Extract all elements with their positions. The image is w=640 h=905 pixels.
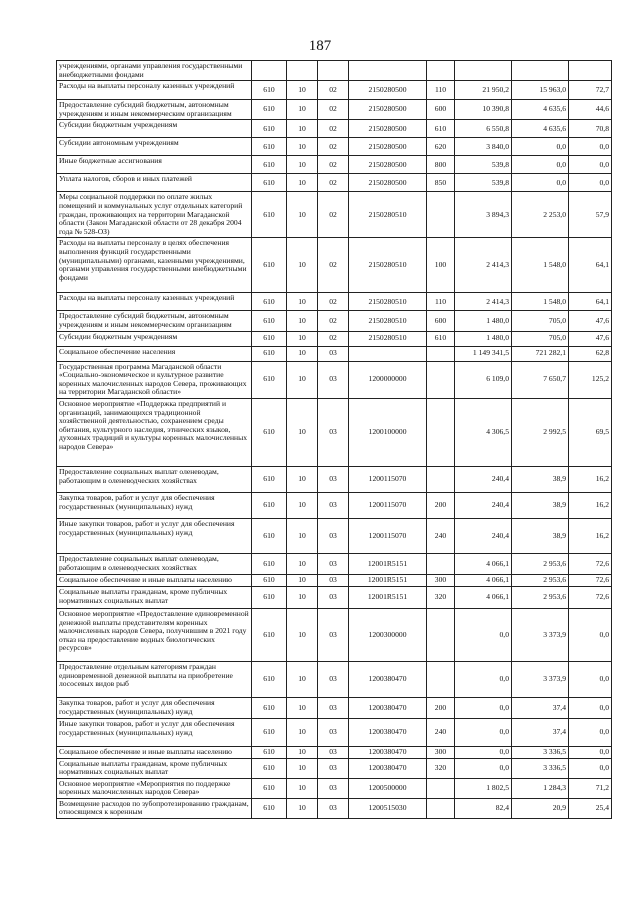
cell-pr: 03	[318, 746, 349, 758]
cell-rz: 10	[287, 120, 318, 138]
cell-csr: 2150280500	[349, 81, 427, 100]
cell-plan: 6 109,0	[455, 361, 512, 398]
cell-pct: 72,7	[569, 81, 612, 100]
cell-name: учреждениями, органами управления государственными внебюджетными фондами	[57, 61, 252, 81]
cell-csr: 2150280500	[349, 174, 427, 192]
cell-rz: 10	[287, 156, 318, 174]
cell-vr	[427, 398, 455, 466]
cell-name: Расходы на выплаты персоналу в целях обеспечения выполнения функций государственными (муниципальными) органами, казенными учреждениями, органами управления государственными внебюджетными фондами	[57, 238, 252, 293]
cell-vr	[427, 346, 455, 361]
cell-vr: 240	[427, 718, 455, 746]
cell-plan: 2 414,3	[455, 238, 512, 293]
cell-name: Иные закупки товаров, работ и услуг для обеспечения государственных (муниципальных) нужд	[57, 718, 252, 746]
cell-vr: 200	[427, 697, 455, 718]
cell-name: Предоставление отдельным категориям граждан единовременной денежной выплаты на приобретение лососевых видов рыб	[57, 661, 252, 697]
cell-rz: 10	[287, 398, 318, 466]
cell-plan: 2 414,3	[455, 293, 512, 311]
cell-csr: 2150280510	[349, 192, 427, 238]
cell-plan: 3 894,3	[455, 192, 512, 238]
cell-csr: 2150280500	[349, 156, 427, 174]
cell-csr: 2150280500	[349, 120, 427, 138]
cell-vr: 600	[427, 311, 455, 331]
cell-vr	[427, 466, 455, 492]
cell-pct: 0,0	[569, 697, 612, 718]
table-row	[57, 81, 612, 100]
cell-name: Субсидии бюджетным учреждениям	[57, 331, 252, 346]
cell-fact: 4 635,6	[512, 120, 569, 138]
cell-pct: 72,6	[569, 574, 612, 586]
table-row	[57, 746, 612, 758]
cell-vr	[427, 192, 455, 238]
cell-vr: 320	[427, 758, 455, 778]
table-row	[57, 192, 612, 238]
cell-pct: 64,1	[569, 238, 612, 293]
cell-ved: 610	[252, 778, 287, 798]
cell-ved: 610	[252, 798, 287, 818]
cell-fact: 705,0	[512, 331, 569, 346]
cell-csr: 2150280510	[349, 293, 427, 311]
cell-pr: 02	[318, 120, 349, 138]
cell-pct: 16,2	[569, 466, 612, 492]
cell-fact: 721 282,1	[512, 346, 569, 361]
cell-fact: 4 635,6	[512, 100, 569, 120]
table-row	[57, 758, 612, 778]
cell-vr: 300	[427, 746, 455, 758]
cell-csr: 2150280510	[349, 238, 427, 293]
cell-plan: 6 550,8	[455, 120, 512, 138]
cell-plan: 3 840,0	[455, 138, 512, 156]
cell-csr: 1200380470	[349, 746, 427, 758]
cell-vr: 600	[427, 100, 455, 120]
table-row	[57, 697, 612, 718]
cell-fact: 15 963,0	[512, 81, 569, 100]
cell-ved: 610	[252, 192, 287, 238]
table-row	[57, 361, 612, 398]
cell-pct: 0,0	[569, 718, 612, 746]
table-row	[57, 346, 612, 361]
cell-fact: 20,9	[512, 798, 569, 818]
cell-fact: 38,9	[512, 466, 569, 492]
cell-rz: 10	[287, 553, 318, 574]
cell-pct: 44,6	[569, 100, 612, 120]
cell-name: Уплата налогов, сборов и иных платежей	[57, 174, 252, 192]
cell-csr: 2150280500	[349, 138, 427, 156]
cell-csr: 12001R5151	[349, 553, 427, 574]
cell-rz: 10	[287, 574, 318, 586]
cell-pr: 03	[318, 661, 349, 697]
cell-pr: 02	[318, 192, 349, 238]
cell-vr	[427, 608, 455, 661]
cell-vr: 610	[427, 331, 455, 346]
cell-name: Возмещение расходов по зубопротезированию гражданам, относящимся к коренным	[57, 798, 252, 818]
cell-ved: 610	[252, 746, 287, 758]
cell-rz: 10	[287, 138, 318, 156]
cell-pr: 03	[318, 346, 349, 361]
cell-ved	[252, 61, 287, 81]
cell-fact: 2 953,6	[512, 574, 569, 586]
cell-plan: 1 480,0	[455, 331, 512, 346]
cell-fact: 38,9	[512, 518, 569, 553]
cell-plan: 21 950,2	[455, 81, 512, 100]
cell-rz: 10	[287, 81, 318, 100]
cell-csr: 1200115070	[349, 492, 427, 518]
cell-plan: 0,0	[455, 758, 512, 778]
cell-plan: 0,0	[455, 746, 512, 758]
cell-name: Основное мероприятие «Мероприятия по поддержке коренных малочисленных народов Севера»	[57, 778, 252, 798]
cell-vr	[427, 798, 455, 818]
cell-fact: 38,9	[512, 492, 569, 518]
cell-ved: 610	[252, 758, 287, 778]
cell-pr: 03	[318, 718, 349, 746]
cell-pr: 02	[318, 331, 349, 346]
cell-vr	[427, 553, 455, 574]
cell-pct: 0,0	[569, 746, 612, 758]
cell-pct: 125,2	[569, 361, 612, 398]
cell-pct: 0,0	[569, 174, 612, 192]
table-row	[57, 553, 612, 574]
cell-name: Социальное обеспечение населения	[57, 346, 252, 361]
cell-fact: 3 373,9	[512, 661, 569, 697]
cell-name: Закупка товаров, работ и услуг для обеспечения государственных (муниципальных) нужд	[57, 697, 252, 718]
cell-ved: 610	[252, 174, 287, 192]
cell-ved: 610	[252, 120, 287, 138]
cell-ved: 610	[252, 586, 287, 608]
cell-pct: 71,2	[569, 778, 612, 798]
table-row	[57, 120, 612, 138]
cell-name: Социальные выплаты гражданам, кроме публичных нормативных социальных выплат	[57, 586, 252, 608]
table-row	[57, 798, 612, 818]
cell-name: Субсидии бюджетным учреждениям	[57, 120, 252, 138]
cell-pr: 02	[318, 293, 349, 311]
cell-ved: 610	[252, 138, 287, 156]
cell-fact: 2 953,6	[512, 586, 569, 608]
cell-plan: 0,0	[455, 697, 512, 718]
cell-pr: 02	[318, 311, 349, 331]
cell-plan: 4 066,1	[455, 553, 512, 574]
cell-ved: 610	[252, 492, 287, 518]
table-row	[57, 574, 612, 586]
cell-pr	[318, 61, 349, 81]
cell-pct: 62,8	[569, 346, 612, 361]
cell-fact: 2 953,6	[512, 553, 569, 574]
cell-pct: 72,6	[569, 586, 612, 608]
cell-plan: 4 066,1	[455, 586, 512, 608]
cell-pct: 64,1	[569, 293, 612, 311]
budget-table	[56, 60, 612, 819]
cell-plan: 82,4	[455, 798, 512, 818]
cell-pr: 02	[318, 174, 349, 192]
cell-csr: 1200380470	[349, 758, 427, 778]
table-row	[57, 778, 612, 798]
table-row	[57, 61, 612, 81]
cell-rz: 10	[287, 492, 318, 518]
cell-ved: 610	[252, 398, 287, 466]
cell-fact: 0,0	[512, 174, 569, 192]
cell-vr: 610	[427, 120, 455, 138]
table-row	[57, 100, 612, 120]
cell-rz: 10	[287, 331, 318, 346]
cell-pct: 57,9	[569, 192, 612, 238]
cell-pr: 03	[318, 466, 349, 492]
cell-rz: 10	[287, 346, 318, 361]
cell-ved: 610	[252, 346, 287, 361]
cell-plan: 1 149 341,5	[455, 346, 512, 361]
cell-ved: 610	[252, 553, 287, 574]
cell-vr: 320	[427, 586, 455, 608]
cell-name: Предоставление субсидий бюджетным, автономным учреждениям и иным некоммерческим организациям	[57, 311, 252, 331]
cell-name: Расходы на выплаты персоналу казенных учреждений	[57, 81, 252, 100]
cell-pr: 02	[318, 100, 349, 120]
cell-pr: 02	[318, 81, 349, 100]
cell-name: Социальные выплаты гражданам, кроме публичных нормативных социальных выплат	[57, 758, 252, 778]
cell-vr	[427, 661, 455, 697]
cell-plan: 4 306,5	[455, 398, 512, 466]
cell-csr: 1200100000	[349, 398, 427, 466]
cell-pct	[569, 61, 612, 81]
cell-fact: 3 336,5	[512, 746, 569, 758]
cell-plan: 0,0	[455, 718, 512, 746]
cell-rz: 10	[287, 100, 318, 120]
cell-csr: 1200115070	[349, 518, 427, 553]
cell-fact: 37,4	[512, 718, 569, 746]
table-row	[57, 718, 612, 746]
cell-fact: 7 650,7	[512, 361, 569, 398]
cell-csr: 2150280510	[349, 331, 427, 346]
cell-ved: 610	[252, 311, 287, 331]
cell-pr: 03	[318, 574, 349, 586]
cell-plan: 1 802,5	[455, 778, 512, 798]
cell-csr: 1200380470	[349, 661, 427, 697]
cell-vr: 800	[427, 156, 455, 174]
cell-fact: 3 336,5	[512, 758, 569, 778]
cell-vr: 850	[427, 174, 455, 192]
cell-name: Государственная программа Магаданской области «Социально-экономическое и культурное развитие коренных малочисленных народов Севера, проживающих на территории Магаданской области»	[57, 361, 252, 398]
cell-csr: 1200115070	[349, 466, 427, 492]
cell-fact: 3 373,9	[512, 608, 569, 661]
table-row	[57, 156, 612, 174]
cell-rz: 10	[287, 293, 318, 311]
cell-pct: 0,0	[569, 156, 612, 174]
cell-pct: 0,0	[569, 758, 612, 778]
table-row	[57, 586, 612, 608]
cell-rz: 10	[287, 758, 318, 778]
table-row	[57, 293, 612, 311]
cell-name: Иные бюджетные ассигнования	[57, 156, 252, 174]
cell-pr: 02	[318, 238, 349, 293]
cell-pr: 03	[318, 518, 349, 553]
cell-name: Предоставление социальных выплат оленеводам, работающим в оленеводческих хозяйствах	[57, 466, 252, 492]
table-row	[57, 311, 612, 331]
cell-fact	[512, 61, 569, 81]
table-row	[57, 398, 612, 466]
cell-rz: 10	[287, 518, 318, 553]
cell-pct: 0,0	[569, 661, 612, 697]
cell-ved: 610	[252, 608, 287, 661]
cell-csr: 2150280500	[349, 100, 427, 120]
cell-fact: 1 284,3	[512, 778, 569, 798]
cell-pr: 03	[318, 778, 349, 798]
cell-vr: 200	[427, 492, 455, 518]
cell-plan: 4 066,1	[455, 574, 512, 586]
cell-csr: 12001R5151	[349, 574, 427, 586]
cell-pct: 47,6	[569, 311, 612, 331]
cell-csr: 12001R5151	[349, 586, 427, 608]
cell-rz: 10	[287, 238, 318, 293]
cell-pct: 0,0	[569, 608, 612, 661]
cell-pct: 72,6	[569, 553, 612, 574]
cell-rz: 10	[287, 778, 318, 798]
cell-name: Предоставление субсидий бюджетным, автономным учреждениям и иным некоммерческим организациям	[57, 100, 252, 120]
cell-ved: 610	[252, 697, 287, 718]
cell-ved: 610	[252, 518, 287, 553]
cell-rz: 10	[287, 174, 318, 192]
page-number: 187	[308, 38, 332, 54]
table-row	[57, 238, 612, 293]
cell-vr	[427, 61, 455, 81]
cell-pr: 03	[318, 608, 349, 661]
cell-vr: 110	[427, 81, 455, 100]
cell-pr: 03	[318, 758, 349, 778]
cell-pr: 03	[318, 398, 349, 466]
cell-fact: 0,0	[512, 138, 569, 156]
cell-fact: 37,4	[512, 697, 569, 718]
cell-pct: 25,4	[569, 798, 612, 818]
table-row	[57, 518, 612, 553]
cell-ved: 610	[252, 156, 287, 174]
cell-rz	[287, 61, 318, 81]
cell-ved: 610	[252, 718, 287, 746]
cell-name: Иные закупки товаров, работ и услуг для обеспечения государственных (муниципальных) нужд	[57, 518, 252, 553]
cell-csr: 1200380470	[349, 718, 427, 746]
cell-ved: 610	[252, 466, 287, 492]
cell-fact: 0,0	[512, 156, 569, 174]
table-row	[57, 608, 612, 661]
cell-name: Предоставление социальных выплат оленеводам, работающим в оленеводческих хозяйствах	[57, 553, 252, 574]
cell-csr: 2150280510	[349, 311, 427, 331]
cell-rz: 10	[287, 466, 318, 492]
cell-pr: 03	[318, 361, 349, 398]
cell-plan: 240,4	[455, 492, 512, 518]
cell-vr: 110	[427, 293, 455, 311]
cell-name: Основное мероприятие «Поддержка предприятий и организаций, занимающихся традиционной хозяйственной деятельностью, сохранением среды обитания, культурного наследия, этнических языков, духовных традиций и культуры коренных малочисленных народов Севера»	[57, 398, 252, 466]
cell-plan: 240,4	[455, 518, 512, 553]
cell-ved: 610	[252, 574, 287, 586]
cell-rz: 10	[287, 192, 318, 238]
cell-pr: 02	[318, 138, 349, 156]
cell-ved: 610	[252, 361, 287, 398]
cell-csr: 1200000000	[349, 361, 427, 398]
cell-csr: 1200515030	[349, 798, 427, 818]
cell-name: Социальное обеспечение и иные выплаты населению	[57, 574, 252, 586]
cell-rz: 10	[287, 311, 318, 331]
cell-ved: 610	[252, 293, 287, 311]
cell-fact: 1 548,0	[512, 293, 569, 311]
cell-vr: 300	[427, 574, 455, 586]
cell-fact: 1 548,0	[512, 238, 569, 293]
cell-rz: 10	[287, 697, 318, 718]
cell-name: Социальное обеспечение и иные выплаты населению	[57, 746, 252, 758]
cell-name: Субсидии автономным учреждениям	[57, 138, 252, 156]
cell-vr: 100	[427, 238, 455, 293]
cell-pct: 69,5	[569, 398, 612, 466]
cell-rz: 10	[287, 718, 318, 746]
cell-ved: 610	[252, 331, 287, 346]
cell-vr	[427, 778, 455, 798]
cell-ved: 610	[252, 661, 287, 697]
cell-ved: 610	[252, 238, 287, 293]
cell-vr: 240	[427, 518, 455, 553]
table-row	[57, 492, 612, 518]
cell-plan: 539,8	[455, 174, 512, 192]
cell-plan: 240,4	[455, 466, 512, 492]
cell-name: Расходы на выплаты персоналу казенных учреждений	[57, 293, 252, 311]
cell-vr	[427, 361, 455, 398]
cell-pct: 0,0	[569, 138, 612, 156]
cell-pct: 16,2	[569, 492, 612, 518]
cell-rz: 10	[287, 746, 318, 758]
cell-plan	[455, 61, 512, 81]
cell-pr: 03	[318, 492, 349, 518]
cell-plan: 1 480,0	[455, 311, 512, 331]
cell-pct: 16,2	[569, 518, 612, 553]
table-row	[57, 174, 612, 192]
table-row	[57, 466, 612, 492]
cell-rz: 10	[287, 586, 318, 608]
cell-name: Закупка товаров, работ и услуг для обеспечения государственных (муниципальных) нужд	[57, 492, 252, 518]
cell-fact: 705,0	[512, 311, 569, 331]
cell-ved: 610	[252, 81, 287, 100]
cell-plan: 10 390,8	[455, 100, 512, 120]
cell-fact: 2 253,0	[512, 192, 569, 238]
cell-pr: 03	[318, 553, 349, 574]
cell-plan: 0,0	[455, 661, 512, 697]
cell-pr: 02	[318, 156, 349, 174]
table-row	[57, 138, 612, 156]
cell-plan: 0,0	[455, 608, 512, 661]
cell-pr: 03	[318, 697, 349, 718]
cell-rz: 10	[287, 361, 318, 398]
cell-csr	[349, 61, 427, 81]
cell-pr: 03	[318, 798, 349, 818]
cell-plan: 539,8	[455, 156, 512, 174]
cell-rz: 10	[287, 661, 318, 697]
cell-pr: 03	[318, 586, 349, 608]
cell-rz: 10	[287, 608, 318, 661]
table-row	[57, 331, 612, 346]
cell-pct: 47,6	[569, 331, 612, 346]
cell-rz: 10	[287, 798, 318, 818]
cell-name: Меры социальной поддержки по оплате жилых помещений и коммунальных услуг отдельных категорий граждан, проживающих на территории Магаданской области (Закон Магаданской области от 28 декабря 2004 года № 528-ОЗ)	[57, 192, 252, 238]
cell-csr: 1200380470	[349, 697, 427, 718]
cell-csr: 1200500000	[349, 778, 427, 798]
cell-fact: 2 992,5	[512, 398, 569, 466]
cell-csr	[349, 346, 427, 361]
cell-name: Основное мероприятие «Предоставление единовременной денежной выплаты представителям коренных малочисленных народов Севера, получившим в 2021 году отказ на предоставление водных биологических ресурсов»	[57, 608, 252, 661]
cell-pct: 70,8	[569, 120, 612, 138]
cell-csr: 1200300000	[349, 608, 427, 661]
cell-ved: 610	[252, 100, 287, 120]
cell-vr: 620	[427, 138, 455, 156]
table-row	[57, 661, 612, 697]
